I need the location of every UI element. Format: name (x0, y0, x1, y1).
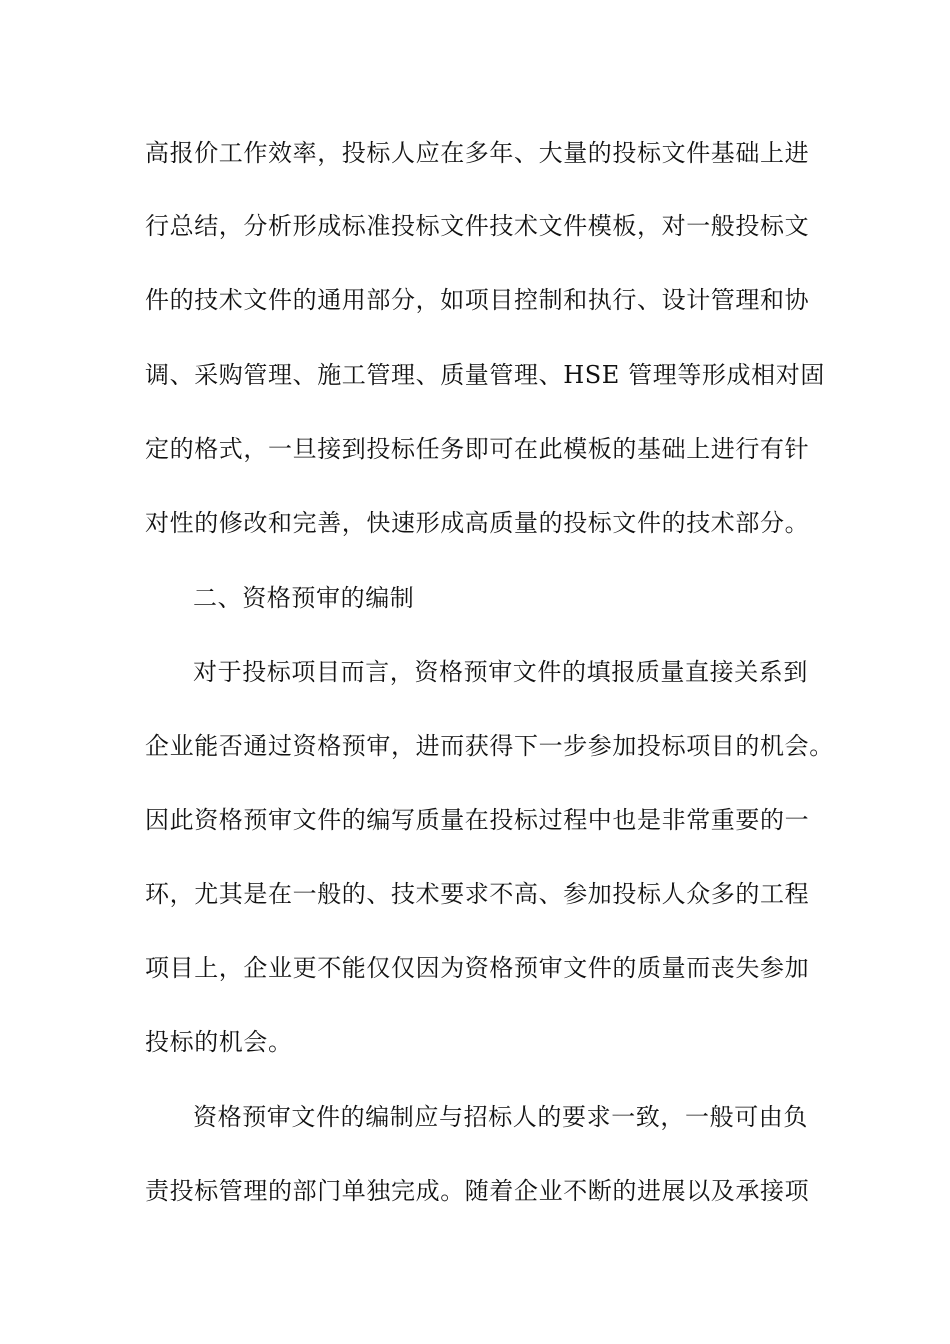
body-text-line: 对于投标项目而言，资格预审文件的填报质量直接关系到 (193, 658, 808, 686)
body-text-line: 调、采购管理、施工管理、质量管理、HSE 管理等形成相对固 (145, 361, 825, 389)
body-text-line: 行总结，分析形成标准投标文件技术文件模板，对一般投标文 (145, 212, 810, 240)
body-text-line: 投标的机会。 (145, 1028, 293, 1056)
body-text-line: 因此资格预审文件的编写质量在投标过程中也是非常重要的一 (145, 806, 810, 834)
body-text-line: 件的技术文件的通用部分，如项目控制和执行、设计管理和协 (145, 286, 810, 314)
body-text-line: 对性的修改和完善，快速形成高质量的投标文件的技术部分。 (145, 509, 810, 537)
body-text-line: 项目上，企业更不能仅仅因为资格预审文件的质量而丧失参加 (145, 954, 810, 982)
body-text-line: 高报价工作效率，投标人应在多年、大量的投标文件基础上进 (145, 139, 810, 167)
body-text-line: 资格预审文件的编制应与招标人的要求一致，一般可由负 (193, 1103, 808, 1131)
body-text-line: 企业能否通过资格预审，进而获得下一步参加投标项目的机会。 (145, 732, 834, 760)
body-text-line: 环，尤其是在一般的、技术要求不高、参加投标人众多的工程 (145, 880, 810, 908)
body-text-line: 责投标管理的部门单独完成。随着企业不断的进展以及承接项 (145, 1177, 810, 1205)
body-text-line: 定的格式，一旦接到投标任务即可在此模板的基础上进行有针 (145, 435, 810, 463)
section-heading: 二、资格预审的编制 (193, 584, 415, 612)
